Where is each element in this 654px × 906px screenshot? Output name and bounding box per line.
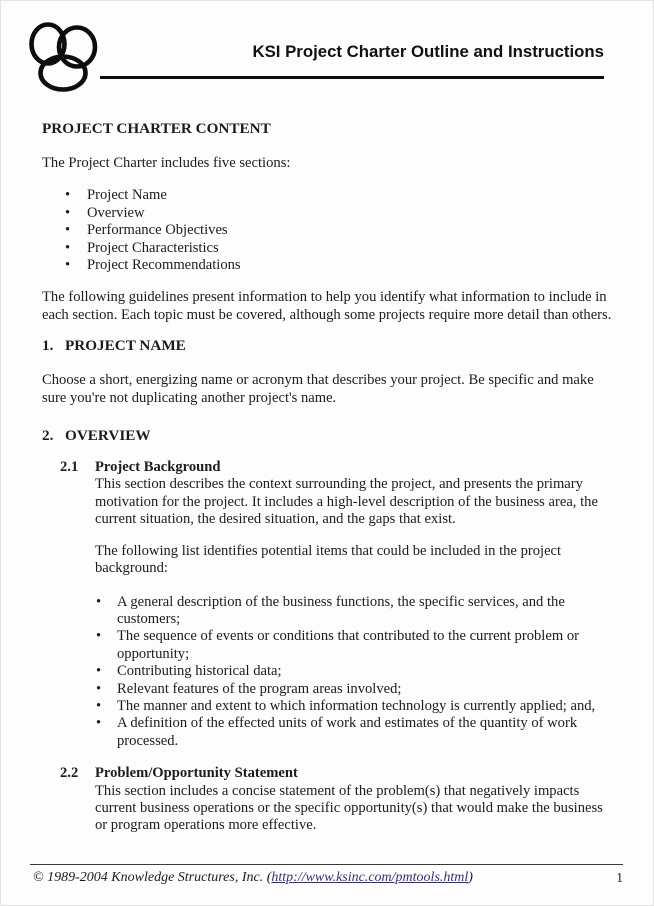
subsection-number: 2.1 [60, 459, 79, 476]
section-number: 2. [42, 427, 54, 445]
section-1-heading [42, 337, 612, 355]
subsection-title: Problem/Opportunity Statement [95, 765, 298, 782]
list-item: • A definition of the effected units of work and estimates of the quantity of work processed. [117, 715, 612, 750]
main-heading: PROJECT CHARTER CONTENT [42, 120, 271, 137]
subsection-paragraph: This section includes a concise statement of the problem(s) that negatively impacts current business operations or the specific opportunity(s) that would make the business or program operations more effective. [95, 782, 603, 834]
page-header [0, 0, 654, 100]
section-number: 1. [42, 337, 54, 355]
copyright-text [33, 869, 473, 886]
subsection-2-1 [42, 459, 612, 750]
section-1-body: Choose a short, energizing name or acronym that describes your project. Be specific and make sure you're not duplicating another project's name. [42, 372, 594, 406]
copyright-prefix: © 1989-2004 Knowledge Structures, Inc. ( [33, 870, 272, 885]
list-item: • The sequence of events or conditions that contributed to the current problem or opportunity; [117, 628, 612, 663]
document-title: KSI Project Charter Outline and Instructions [252, 42, 604, 61]
guidelines-paragraph: The following guidelines present information to help you identify what information to include in each section. Each topic must be covered, although some projects require more detail than others. [42, 289, 612, 323]
subsection-paragraph: This section describes the context surrounding the project, and presents the primary motivation for the project. It includes a high-level description of the business area, the current situation, the desired situation, and the gaps that exist. [95, 476, 598, 528]
intro-paragraph: The Project Charter includes five sections: [42, 155, 291, 171]
subsection-body [95, 765, 612, 835]
charter-sections-list [42, 187, 612, 274]
background-items-list [95, 594, 612, 751]
document-body [0, 120, 654, 835]
page-number: 1 [616, 870, 623, 885]
list-item: • Performance Objectives [87, 222, 612, 239]
list-item: • Project Characteristics [87, 240, 612, 257]
section-2-heading [42, 427, 612, 445]
copyright-suffix: ) [468, 870, 473, 885]
footer-rule [30, 864, 623, 865]
subsection-paragraph: The following list identifies potential items that could be included in the project background: [95, 542, 562, 577]
subsection-number: 2.2 [60, 765, 79, 782]
subsection-body [95, 459, 612, 750]
ksi-rings-logo-icon [26, 19, 104, 95]
list-item: • Project Name [87, 187, 612, 204]
header-rule [100, 76, 604, 79]
subsection-2-2 [42, 765, 612, 835]
list-item: • Contributing historical data; [117, 663, 612, 680]
section-title: OVERVIEW [65, 427, 151, 445]
pmtools-link[interactable]: http://www.ksinc.com/pmtools.html [271, 870, 469, 885]
section-title: PROJECT NAME [65, 337, 186, 355]
list-item: • Project Recommendations [87, 257, 612, 274]
list-item: • Relevant features of the program areas involved; [117, 681, 612, 698]
page-footer [33, 869, 623, 886]
list-item: • A general description of the business functions, the specific services, and the customers; [117, 594, 612, 629]
subsection-title: Project Background [95, 459, 221, 476]
list-item: • Overview [87, 205, 612, 222]
list-item: • The manner and extent to which information technology is currently applied; and, [117, 698, 612, 715]
